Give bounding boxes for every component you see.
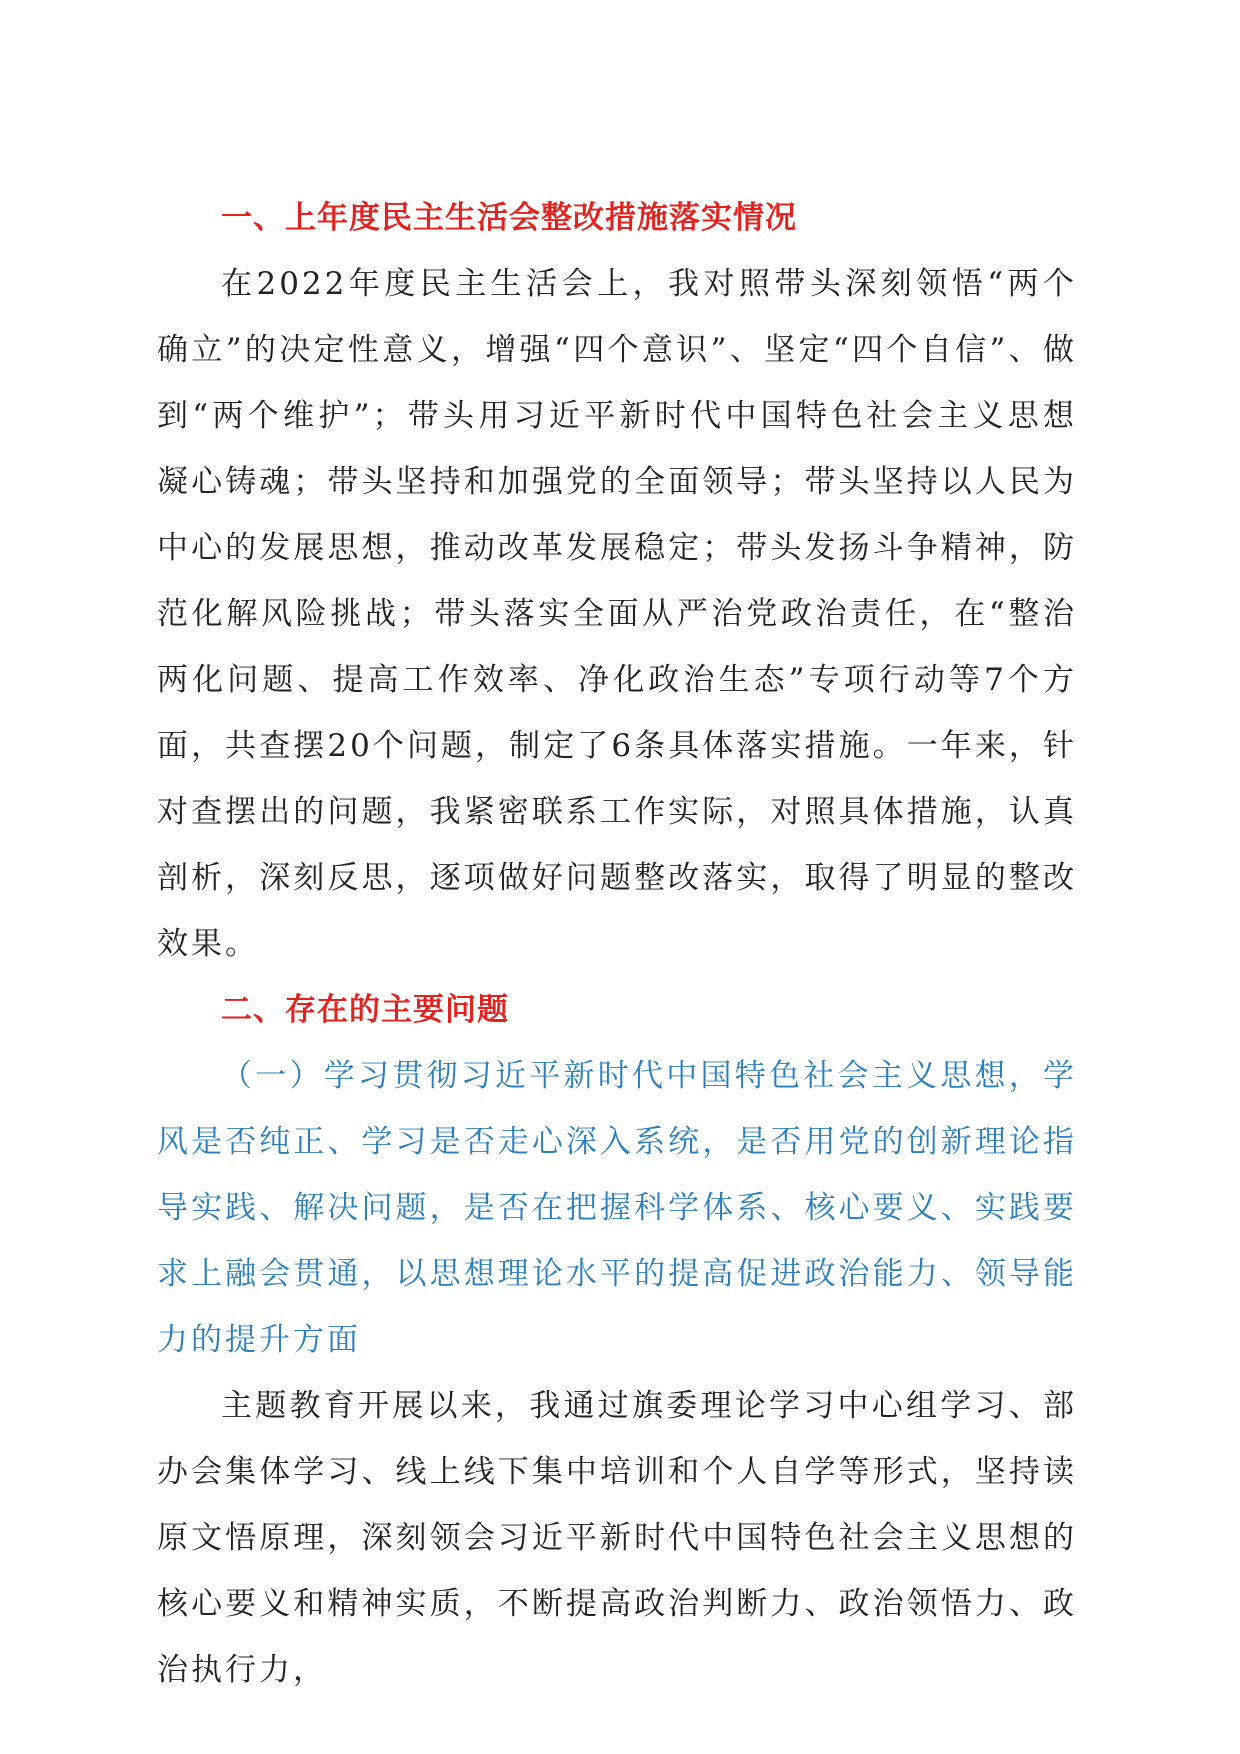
- section-1-paragraph: 在2022年度民主生活会上，我对照带头深刻领悟“两个确立”的决定性意义，增强“四个意识”、坚定“四个自信”、做到“两个维护”；带头用习近平新时代中国特色社会主义思想凝心铸魂；带头坚持和加强党的全面领导；带头坚持以人民为中心的发展思想，推动改革发展稳定；带头发扬斗争精神，防范化解风险挑战；带头落实全面从严治党政治责任，在“整治两化问题、提高工作效率、净化政治生态”专项行动等7个方面，共查摆20个问题，制定了6条具体落实措施。一年来，针对查摆出的问题，我紧密联系工作实际，对照具体措施，认真剖析，深刻反思，逐项做好问题整改落实，取得了明显的整改效果。: [157, 266, 1077, 962]
- section-2-heading: 二、存在的主要问题: [221, 992, 509, 1028]
- document-content: [157, 185, 1077, 1703]
- section-1-heading: 一、上年度民主生活会整改措施落实情况: [221, 200, 797, 236]
- subsection-1-paragraph: 主题教育开展以来，我通过旗委理论学习中心组学习、部办会集体学习、线上线下集中培训和个人自学等形式，坚持读原文悟原理，深刻领会习近平新时代中国特色社会主义思想的核心要义和精神实质，不断提高政治判断力、政治领悟力、政治执行力，: [157, 1388, 1077, 1688]
- subsection-1-heading: （一）学习贯彻习近平新时代中国特色社会主义思想，学风是否纯正、学习是否走心深入系统，是否用党的创新理论指导实践、解决问题，是否在把握科学体系、核心要义、实践要求上融会贯通，以思想理论水平的提高促进政治能力、领导能力的提升方面: [157, 1058, 1077, 1358]
